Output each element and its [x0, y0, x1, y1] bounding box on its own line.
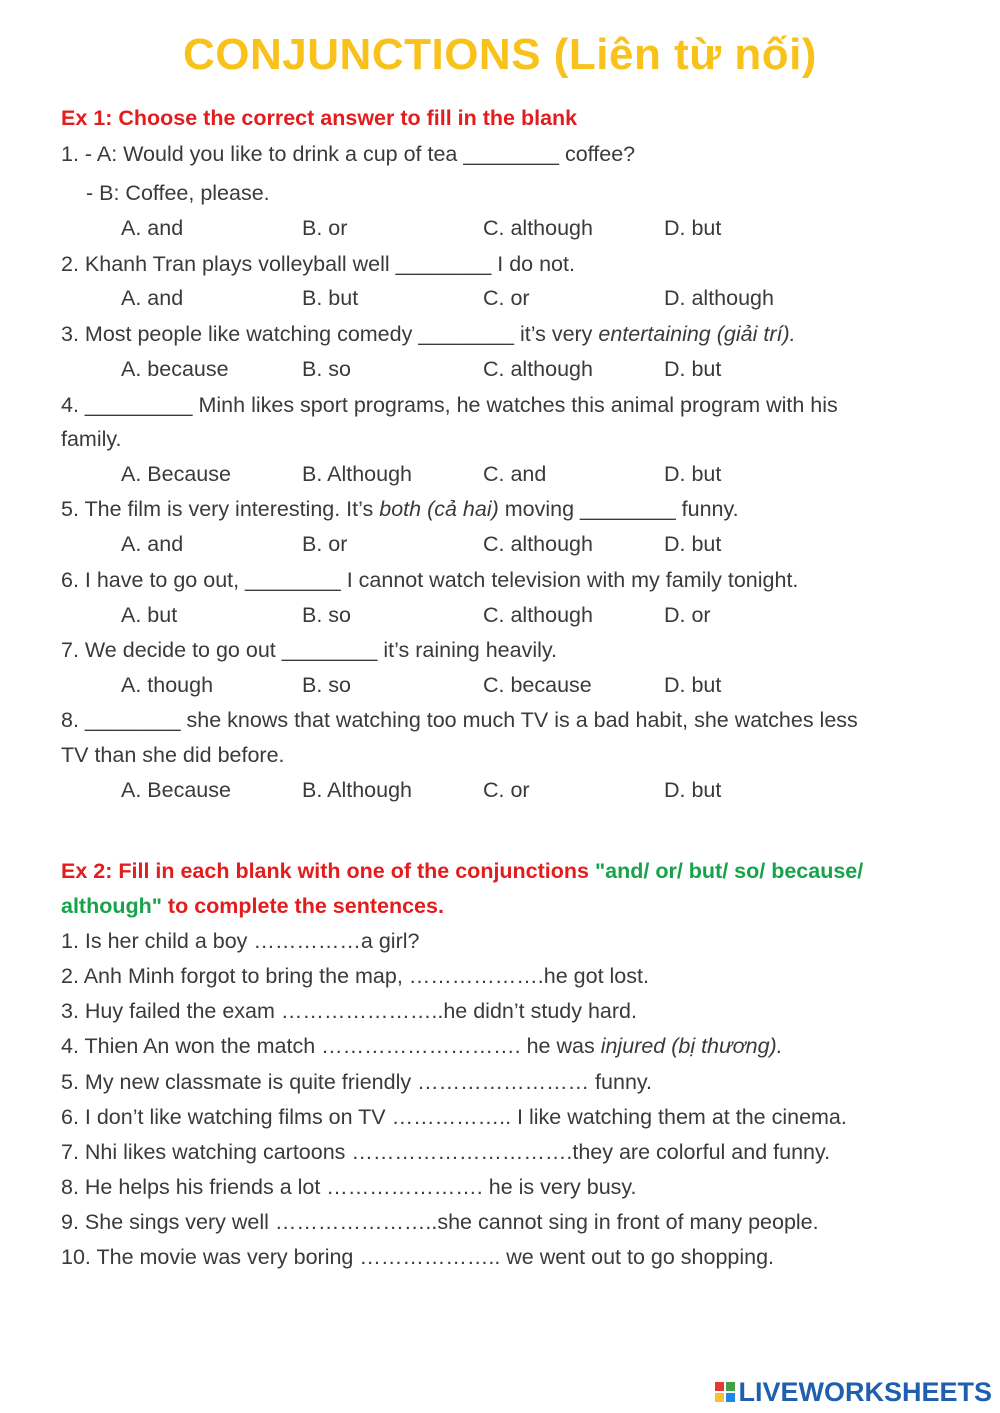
ex2-conjunction-list-end: although" — [61, 894, 162, 918]
ex2-heading-line1 — [61, 858, 863, 884]
logo-square-red — [715, 1382, 724, 1391]
q2-option-b[interactable]: B. but — [302, 286, 359, 310]
q1-option-d[interactable]: D. but — [664, 216, 722, 240]
q5-text-post: moving ________ funny. — [498, 497, 739, 521]
q7-option-d[interactable]: D. but — [664, 673, 722, 697]
q2-option-d[interactable]: D. although — [664, 286, 774, 310]
q2-option-a[interactable]: A. and — [121, 286, 184, 310]
q5-option-a[interactable]: A. and — [121, 532, 184, 556]
ex2-heading-text: Ex 2: Fill in each blank with one of the conjunctions — [61, 859, 595, 883]
q3-prompt — [61, 321, 796, 347]
q6-prompt: 6. I have to go out, ________ I cannot watch television with my family tonight. — [61, 568, 799, 592]
q3-option-b[interactable]: B. so — [302, 357, 351, 381]
q5-option-c[interactable]: C. although — [483, 532, 593, 556]
q1-prompt-b: - B: Coffee, please. — [86, 181, 270, 205]
q6-option-c[interactable]: C. although — [483, 603, 593, 627]
ex2-heading-end: to complete the sentences. — [161, 894, 444, 918]
q8-prompt-a: 8. ________ she knows that watching too much TV is a bad habit, she watches less — [61, 708, 858, 732]
ex2-item-10: 10. The movie was very boring ……………….. we went out to go shopping. — [61, 1245, 775, 1269]
q8-option-a[interactable]: A. Because — [121, 778, 231, 802]
ex2-heading-line2 — [61, 893, 444, 919]
q1-option-c[interactable]: C. although — [483, 216, 593, 240]
q6-option-b[interactable]: B. so — [302, 603, 351, 627]
logo-grid-icon — [715, 1382, 735, 1402]
q4-prompt-a: 4. _________ Minh likes sport programs, he watches this animal program with his — [61, 393, 838, 417]
q7-prompt: 7. We decide to go out ________ it’s raining heavily. — [61, 638, 558, 662]
q3-option-a[interactable]: A. because — [121, 357, 229, 381]
q6-option-a[interactable]: A. but — [121, 603, 178, 627]
q5-option-d[interactable]: D. but — [664, 532, 722, 556]
ex2-item-8: 8. He helps his friends a lot …………………. he is very busy. — [61, 1175, 637, 1199]
ex2-item-5: 5. My new classmate is quite friendly …………………… funny. — [61, 1070, 653, 1094]
ex2-item-4-text: 4. Thien An won the match ………………………. he was — [61, 1034, 601, 1058]
q1-option-b[interactable]: B. or — [302, 216, 348, 240]
q3-option-d[interactable]: D. but — [664, 357, 722, 381]
q4-option-d[interactable]: D. but — [664, 462, 722, 486]
q5-option-b[interactable]: B. or — [302, 532, 348, 556]
ex2-item-9: 9. She sings very well …………………..she cannot sing in front of many people. — [61, 1210, 819, 1234]
ex2-item-4 — [61, 1033, 783, 1059]
q1-prompt-a: 1. - A: Would you like to drink a cup of tea ________ coffee? — [61, 142, 636, 166]
liveworksheets-logo[interactable] — [715, 1377, 992, 1407]
page-title: CONJUNCTIONS (Liên từ nối) — [183, 30, 817, 79]
q4-option-c[interactable]: C. and — [483, 462, 547, 486]
q5-text-pre: 5. The film is very interesting. It’s — [61, 497, 380, 521]
ex1-heading: Ex 1: Choose the correct answer to fill in the blank — [61, 106, 578, 130]
q3-italic: entertaining (giải trí). — [598, 322, 796, 346]
q4-option-b[interactable]: B. Although — [302, 462, 412, 486]
ex2-item-6: 6. I don’t like watching films on TV …………….. I like watching them at the cinema. — [61, 1105, 847, 1129]
q8-prompt-b: TV than she did before. — [61, 743, 285, 767]
ex2-item-3: 3. Huy failed the exam …………………..he didn’t study hard. — [61, 999, 637, 1023]
logo-square-green — [726, 1382, 735, 1391]
logo-square-blue — [726, 1393, 735, 1402]
q8-option-d[interactable]: D. but — [664, 778, 722, 802]
ex2-conjunction-list: "and/ or/ but/ so/ because/ — [594, 859, 864, 883]
q3-text: 3. Most people like watching comedy ________ it’s very — [61, 322, 599, 346]
logo-square-yellow — [715, 1393, 724, 1402]
ex2-item-4-italic: injured (bị thương). — [600, 1034, 783, 1058]
q5-italic: both (cả hai) — [379, 497, 499, 521]
q7-option-c[interactable]: C. because — [483, 673, 592, 697]
logo-text: LIVEWORKSHEETS — [738, 1376, 992, 1407]
q2-prompt: 2. Khanh Tran plays volleyball well ________ I do not. — [61, 252, 575, 276]
q4-option-a[interactable]: A. Because — [121, 462, 231, 486]
ex2-item-1: 1. Is her child a boy ……………a girl? — [61, 929, 420, 953]
q5-prompt — [61, 496, 739, 522]
q1-option-a[interactable]: A. and — [121, 216, 184, 240]
q8-option-c[interactable]: C. or — [483, 778, 530, 802]
q8-option-b[interactable]: B. Although — [302, 778, 412, 802]
q6-option-d[interactable]: D. or — [664, 603, 711, 627]
q7-option-b[interactable]: B. so — [302, 673, 351, 697]
q3-option-c[interactable]: C. although — [483, 357, 593, 381]
q2-option-c[interactable]: C. or — [483, 286, 530, 310]
q4-prompt-b: family. — [61, 427, 122, 451]
q7-option-a[interactable]: A. though — [121, 673, 214, 697]
ex2-item-2: 2. Anh Minh forgot to bring the map, ……………….he got lost. — [61, 964, 649, 988]
ex2-item-7: 7. Nhi likes watching cartoons ………………………….they are colorful and funny. — [61, 1140, 831, 1164]
